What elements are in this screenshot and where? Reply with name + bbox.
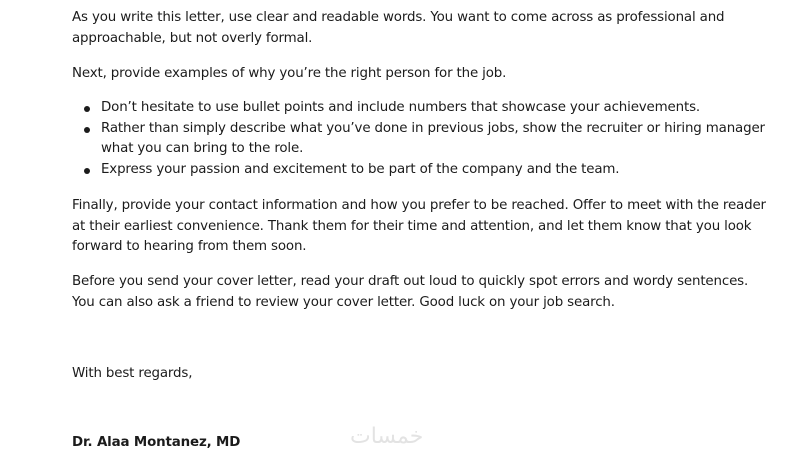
bullet-item [72,119,772,160]
letter-signature: Dr. Alaa Montanez, MD [72,435,241,450]
watermark-logo: خمسات [350,424,424,449]
bullet-text: Express your passion and excitement to be part of the company and the team. [101,161,620,177]
bullet-text: Don’t hesitate to use bullet points and include numbers that showcase your achievements. [101,100,700,115]
bullet-text: Rather than simply describe what you’ve done in previous jobs, show the recruiter or hiring manager what you can bring to the role. [101,120,765,156]
letter-closing: With best regards, [72,366,193,381]
letter-paragraph-contact: Finally, provide your contact information and how you prefer to be reached. Offer to meet with the reader at their earliest convenience. Thank them for their time and attention, and let them know that you look forward to hearing from them soon. [72,198,766,254]
tips-bullet-list [72,98,772,180]
letter-paragraph-final-advice: Before you send your cover letter, read your draft out loud to quickly spot errors and wordy sentences. You can also ask a friend to review your cover letter. Good luck on your job search. [72,274,749,310]
bullet-dot-icon [84,168,90,174]
letter-paragraph-examples-intro: Next, provide examples of why you’re the right person for the job. [72,66,507,81]
bullet-dot-icon [84,106,90,112]
letter-paragraph-writing-style: As you write this letter, use clear and readable words. You want to come across as professional and approachable, but not overly formal. [72,10,725,46]
bullet-item [72,98,772,119]
bullet-item [72,160,772,181]
bullet-dot-icon [84,127,90,133]
